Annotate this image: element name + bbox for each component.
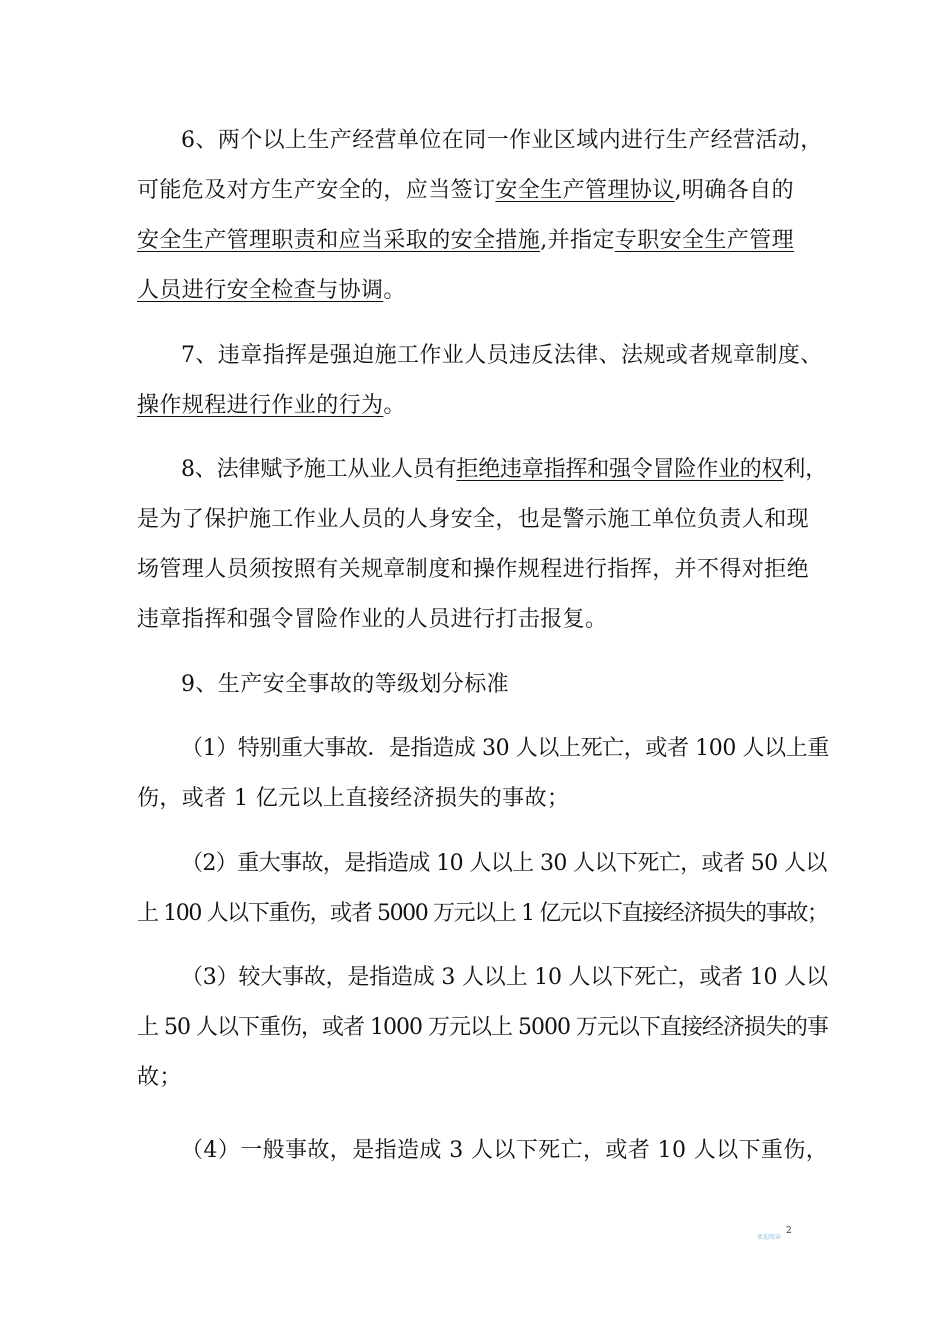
text-run: 是为了保护施工作业人员的人身安全，也是警示施工单位负责人和现 xyxy=(137,507,810,532)
paragraph-6-line-2 xyxy=(137,176,794,206)
item-3-line-1 xyxy=(181,963,828,993)
text-run: 上 100 人以下重伤，或者 5000 万元以上 1 亿元以下直接经济损失的事故； xyxy=(137,901,828,926)
item-1-line-1 xyxy=(181,734,829,764)
footer-watermark: 欢迎阅读 xyxy=(757,1234,782,1241)
paragraph-7-line-2 xyxy=(137,391,406,421)
text-run: 9、生产安全事故的等级划分标准 xyxy=(181,672,509,697)
paragraph-7-line-1 xyxy=(181,341,823,371)
item-4-line-1 xyxy=(181,1136,828,1166)
paragraph-8-line-2 xyxy=(137,505,809,535)
text-run: 利， xyxy=(783,457,828,482)
text-run: 可能危及对方生产安全的，应当签订 xyxy=(137,178,496,203)
text-run: 8、法律赋予施工从业人员有 xyxy=(181,457,457,482)
underlined-text: 拒绝违章指挥和强令冒险作业的权 xyxy=(456,457,784,482)
text-run: 伤，或者 1 亿元以上直接经济损失的事故； xyxy=(137,786,570,811)
text-run: 场管理人员须按照有关规章制度和操作规程进行指挥，并不得对拒绝 xyxy=(137,557,810,582)
text-run: 。 xyxy=(383,393,406,418)
underlined-text: 操作规程进行作业的行为 xyxy=(137,393,384,418)
paragraph-6-line-3 xyxy=(137,226,794,256)
text-run: 6、两个以上生产经营单位在同一作业区域内进行生产经营活动， xyxy=(181,128,823,153)
item-1-line-2 xyxy=(137,784,569,814)
item-3-line-3 xyxy=(137,1063,182,1093)
text-run: （4）一般事故，是指造成 3 人以下死亡，或者 10 人以下重伤， xyxy=(181,1138,829,1163)
text-run: （2）重大事故，是指造成 10 人以上 30 人以下死亡，或者 50 人以 xyxy=(181,851,827,876)
paragraph-8-line-1 xyxy=(181,455,827,485)
text-run: 违章指挥和强令冒险作业的人员进行打击报复。 xyxy=(137,607,608,632)
text-run: （1）特别重大事故．是指造成 30 人以上死亡，或者 100 人以上重 xyxy=(181,736,829,761)
item-2-line-1 xyxy=(181,849,827,879)
underlined-text: 安全生产管理协议 xyxy=(495,178,675,203)
underlined-text: 人员进行安全检查与协调 xyxy=(137,278,384,303)
paragraph-8-line-4 xyxy=(137,605,607,635)
text-run: （3）较大事故，是指造成 3 人以上 10 人以下死亡，或者 10 人以 xyxy=(181,965,828,990)
page-number: 2 xyxy=(786,1226,792,1236)
item-2-line-2 xyxy=(137,899,828,929)
text-run: ,明确各自的 xyxy=(674,178,795,203)
underlined-text: 专职安全生产管理 xyxy=(614,228,794,253)
paragraph-6-line-1 xyxy=(181,126,823,156)
item-3-line-2 xyxy=(137,1013,828,1043)
text-run: 故； xyxy=(137,1065,182,1090)
text-run: ,并指定 xyxy=(540,228,615,253)
paragraph-9-heading xyxy=(181,670,509,700)
text-run: 上 50 人以下重伤，或者 1000 万元以上 5000 万元以下直接经济损失的事 xyxy=(137,1015,828,1040)
paragraph-6-line-4 xyxy=(137,276,406,306)
text-run: 。 xyxy=(383,278,406,303)
paragraph-8-line-3 xyxy=(137,555,809,585)
text-run: 7、违章指挥是强迫施工作业人员违反法律、法规或者规章制度、 xyxy=(181,343,823,368)
underlined-text: 安全生产管理职责和应当采取的安全措施 xyxy=(137,228,541,253)
